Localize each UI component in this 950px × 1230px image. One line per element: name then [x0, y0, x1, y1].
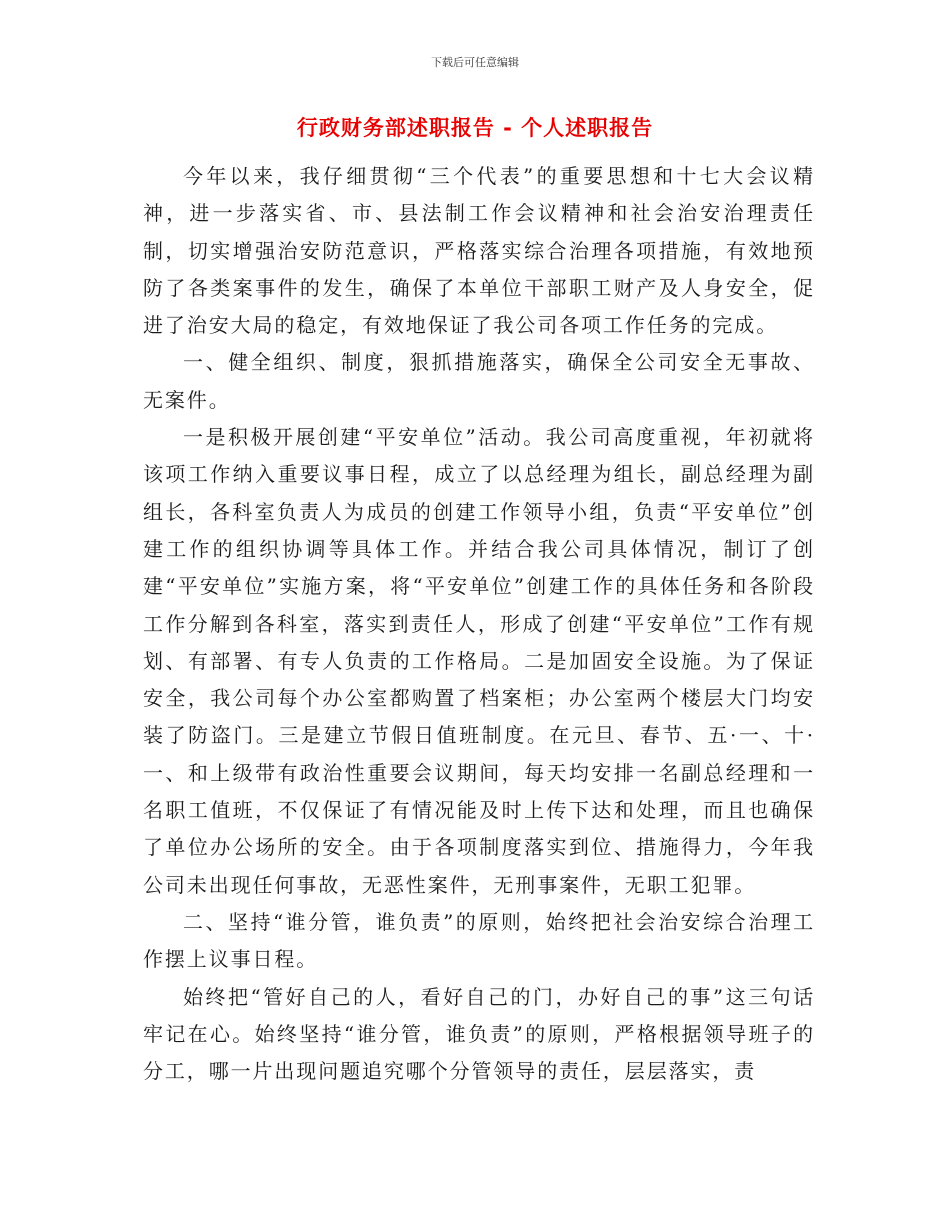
paragraph-section-2-content: 始终把“管好自己的人，看好自己的门，办好自己的事”这三句话牢记在心。始终坚持“谁分管，谁负责”的原则，严格根据领导班子的分工，哪一片出现问题追究哪个分管领导的责任，层层落实，责	[143, 984, 815, 1084]
paragraph-section-1-content: 一是积极开展创建“平安单位”活动。我公司高度重视，年初就将该项工作纳入重要议事日程，成立了以总经理为组长，副总经理为副组长，各科室负责人为成员的创建工作领导小组，负责“平安单位”创建工作的组织协调等具体工作。并结合我公司具体情况，制订了创建“平安单位”实施方案，将“平安单位”创建工作的具体任务和各阶段工作分解到各科室，落实到责任人，形成了创建“平安单位”工作有规划、有部署、有专人负责的工作格局。二是加固安全设施。为了保证安全，我公司每个办公室都购置了档案柜；办公室两个楼层大门均安装了防盗门。三是建立节假日值班制度。在元旦、春节、五·一、十·一、和上级带有政治性重要会议期间，每天均安排一名副总经理和一名职工值班，不仅保证了有情况能及时上传下达和处理，而且也确保了单位办公场所的安全。由于各项制度落实到位、措施得力，今年我公司未出现任何事故，无恶性案件，无刑事案件，无职工犯罪。	[143, 425, 815, 897]
document-body	[143, 158, 815, 1090]
paragraph-section-1-heading: 一、健全组织、制度，狠抓措施落实，确保全公司安全无事故、无案件。	[143, 350, 815, 412]
paragraph-intro: 今年以来，我仔细贯彻“三个代表”的重要思想和十七大会议精神，进一步落实省、市、县法制工作会议精神和社会治安治理责任制，切实增强治安防范意识，严格落实综合治理各项措施，有效地预防了各类案事件的发生，确保了本单位干部职工财产及人身安全，促进了治安大局的稳定，有效地保证了我公司各项工作任务的完成。	[143, 164, 815, 338]
download-edit-note: 下载后可任意编辑	[431, 56, 519, 69]
document-title: 行政财务部述职报告 - 个人述职报告	[296, 116, 654, 140]
paragraph-section-2-heading: 二、坚持“谁分管，谁负责”的原则，始终把社会治安综合治理工作摆上议事日程。	[143, 909, 815, 972]
